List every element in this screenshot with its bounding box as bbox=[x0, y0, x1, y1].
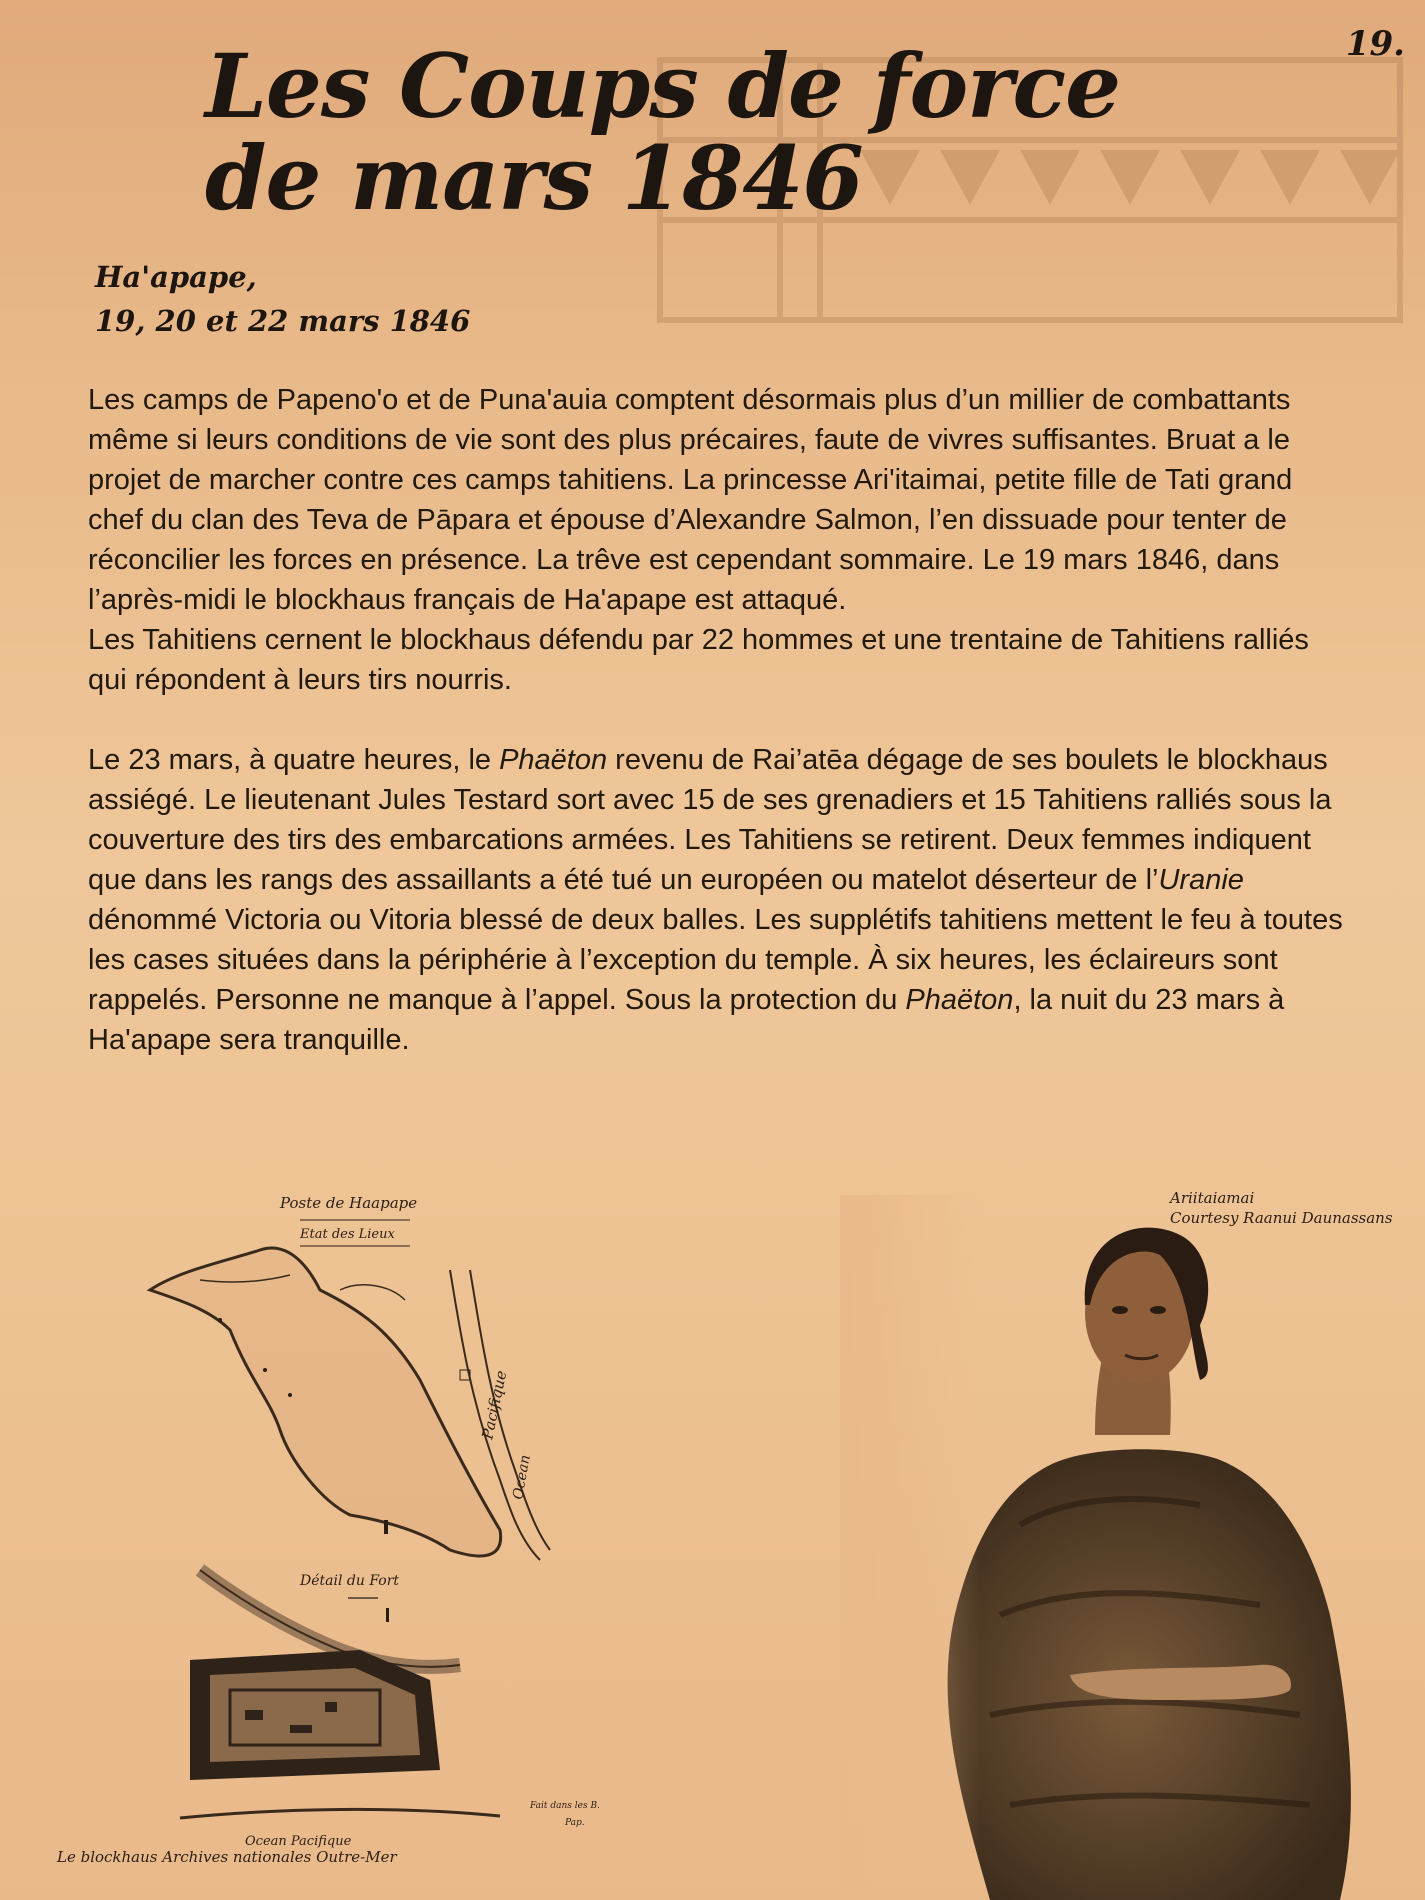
page-title bbox=[205, 34, 1121, 230]
paragraph-3-part-a: Le 23 mars, à quatre heures, le bbox=[88, 744, 500, 776]
map-title: Poste de Haapape bbox=[280, 1194, 418, 1212]
map-fort-detail-label: Détail du Fort bbox=[300, 1573, 400, 1589]
title-line-1: Les Coups de force bbox=[205, 34, 1121, 138]
article-body bbox=[88, 380, 1343, 1060]
map-signature-line-1: Fait dans les B. bbox=[530, 1801, 600, 1811]
paragraph-1: Les camps de Papeno'o et de Puna'auia comptent désormais plus d’un millier de combattants même si leurs conditions de vie sont des plus précaires, faute de vivres suffisantes. Bruat a le projet de marcher contre ces camps tahitiens. La princesse Ari'itaimai, petite fille de Tati grand chef du clan des Teva de Pāpara et épouse d’Alexandre Salmon, l’en dissuade pour tenter de réconcilier les forces en présence. La trêve est cependant sommaire. Le 19 mars 1846, dans l’après-midi le blockhaus français de Ha'apape est attaqué. bbox=[88, 384, 1293, 616]
ship-name-uranie: Uranie bbox=[1158, 864, 1244, 896]
paragraph-3 bbox=[88, 740, 1343, 1060]
paragraph-3-part-d: , la nuit du 23 mars à Ha'apape sera tranquille. bbox=[88, 984, 1285, 1056]
photo-caption-credit: Courtesy Raanui Daunassans bbox=[1170, 1209, 1393, 1227]
map-ocean-label-pacifique: Pacifique bbox=[478, 1368, 511, 1441]
location-date-subtitle bbox=[95, 255, 470, 343]
subtitle-dates: 19, 20 et 22 mars 1846 bbox=[95, 304, 471, 338]
portrait-ariitaiamai bbox=[840, 1195, 1400, 1900]
map-ocean-label-ocean: Ocean bbox=[510, 1453, 534, 1501]
title-line-2: de mars 1846 bbox=[205, 126, 863, 230]
subtitle-place: Ha'apape, bbox=[95, 260, 257, 294]
blockhaus-map-illustration bbox=[120, 1180, 620, 1860]
page-number: 19. bbox=[1345, 24, 1405, 64]
map-ocean-bottom-label: Ocean Pacifique bbox=[245, 1834, 352, 1849]
paragraph-3-part-b: revenu de Rai’atēa dégage de ses boulets le blockhaus assiégé. Le lieutenant Jules Testard sort avec 15 de ses grenadiers et 15 Tahitiens ralliés sous la couverture des tirs des embarcations armées. Les Tahitiens se retirent. Deux femmes indiquent que dans les rangs des assaillants a été tué un européen ou matelot déserteur de l’ bbox=[88, 744, 1332, 896]
map-subtitle: Etat des Lieux bbox=[300, 1227, 395, 1242]
map-caption: Le blockhaus Archives nationales Outre-Mer bbox=[57, 1848, 397, 1866]
map-signature-line-2: Pap. bbox=[565, 1818, 585, 1828]
paragraph-2: Les Tahitiens cernent le blockhaus défendu par 22 hommes et une trentaine de Tahitiens ralliés qui répondent à leurs tirs nourris. bbox=[88, 624, 1309, 696]
photo-caption-name: Ariitaiamai bbox=[1170, 1189, 1255, 1207]
ship-name-phaeton-2: Phaëton bbox=[905, 984, 1014, 1016]
ship-name-phaeton: Phaëton bbox=[499, 744, 608, 776]
photo-caption bbox=[1170, 1188, 1393, 1228]
paragraph-gap bbox=[88, 700, 1343, 740]
fort-plan-drawing bbox=[190, 1570, 460, 1780]
paragraph-3-part-c: dénommé Victoria ou Vitoria blessé de deux balles. Les supplétifs tahitiens mettent le feu à toutes les cases situées dans la périphérie à l’exception du temple. À six heures, les éclaireurs sont rappelés. Personne ne manque à l’appel. Sous la protection du bbox=[88, 904, 1343, 1016]
